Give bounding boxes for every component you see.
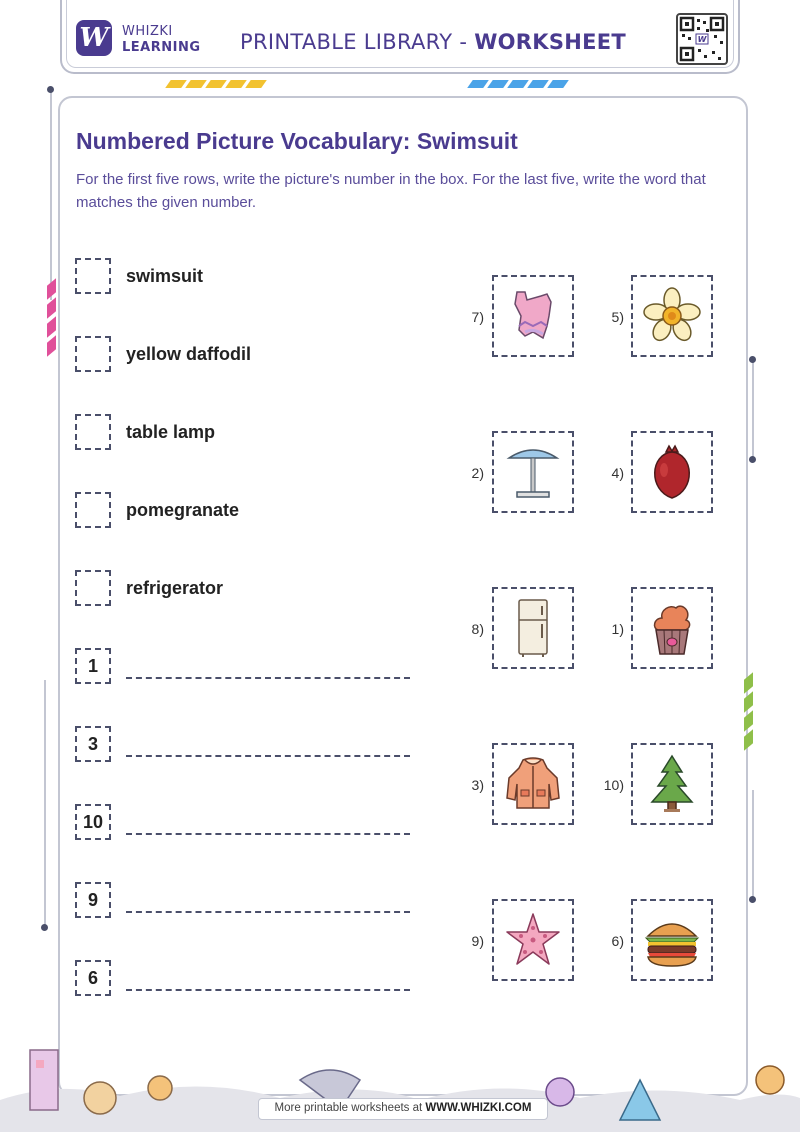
picture-box (492, 431, 574, 513)
worksheet-title: Numbered Picture Vocabulary: Swimsuit (76, 128, 518, 154)
answer-box[interactable] (75, 414, 111, 450)
logo-line-2: LEARNING (122, 40, 201, 55)
number-box: 6 (75, 960, 111, 996)
qr-code-icon (676, 13, 728, 65)
pomegranate-icon (642, 442, 702, 502)
vocab-word: refrigerator (126, 578, 224, 598)
picture-label: 7) (471, 309, 484, 325)
pine-tree-icon (642, 754, 702, 814)
picture-label: 2) (471, 465, 484, 481)
right-side-line (752, 360, 754, 460)
daffodil-icon (642, 286, 702, 346)
blue-stripes (470, 80, 566, 88)
write-line[interactable] (126, 911, 410, 913)
answer-box[interactable] (75, 570, 111, 606)
picture-box (492, 899, 574, 981)
left-side-line-lower (44, 680, 46, 930)
write-line[interactable] (126, 677, 410, 679)
picture-label: 9) (471, 933, 484, 949)
picture-box (492, 587, 574, 669)
picture-label: 10) (603, 777, 624, 793)
picture-box (492, 275, 574, 357)
footer-banner (258, 1098, 548, 1120)
write-line[interactable] (126, 989, 410, 991)
answer-box[interactable] (75, 258, 111, 294)
picture-box (631, 743, 713, 825)
refrigerator-icon (503, 598, 563, 658)
number-box: 3 (75, 726, 111, 762)
pink-stripes (47, 282, 56, 353)
picture-label: 4) (611, 465, 624, 481)
number-box: 1 (75, 648, 111, 684)
picture-box (631, 431, 713, 513)
number-box: 9 (75, 882, 111, 918)
whizki-logo-icon: W (76, 20, 112, 56)
picture-label: 6) (611, 933, 624, 949)
side-dot (749, 896, 756, 903)
side-dot (749, 456, 756, 463)
picture-box (631, 899, 713, 981)
picture-label: 1) (611, 621, 624, 637)
cupcake-icon (642, 598, 702, 658)
side-dot (47, 86, 54, 93)
answer-box[interactable] (75, 492, 111, 528)
side-dot (749, 356, 756, 363)
svg-text:W: W (697, 35, 707, 44)
picture-box (631, 275, 713, 357)
vocab-word: yellow daffodil (126, 344, 252, 364)
header-title-prefix: PRINTABLE LIBRARY - (240, 30, 475, 54)
write-line[interactable] (126, 755, 410, 757)
right-side-line-lower (752, 790, 754, 900)
table-lamp-icon (503, 442, 563, 502)
picture-label: 3) (471, 777, 484, 793)
picture-box (492, 743, 574, 825)
picture-box (631, 587, 713, 669)
header-title-bold: WORKSHEET (474, 30, 627, 54)
footer-prefix: More printable worksheets at (274, 1102, 426, 1114)
green-stripes (744, 676, 753, 747)
footer-link[interactable]: WWW.WHIZKI.COM (425, 1102, 532, 1114)
picture-label: 5) (611, 309, 624, 325)
swimsuit-icon (503, 286, 563, 346)
yellow-stripes (168, 80, 264, 88)
vocab-word: table lamp (126, 422, 216, 442)
number-box: 10 (75, 804, 111, 840)
worksheet-instructions: For the first five rows, write the picture's number in the box. For the last five, write the word that matches the given number. (76, 171, 706, 211)
header-title (240, 30, 626, 54)
vocab-word: pomegranate (126, 500, 240, 520)
left-side-line (50, 90, 52, 300)
write-line[interactable] (126, 833, 410, 835)
logo-line-1: WHIZKI (122, 24, 173, 39)
starfish-icon (503, 910, 563, 970)
side-dot (41, 924, 48, 931)
answer-box[interactable] (75, 336, 111, 372)
picture-label: 8) (471, 621, 484, 637)
vocab-word: swimsuit (126, 266, 204, 286)
hamburger-icon (642, 910, 702, 970)
jacket-icon (503, 754, 563, 814)
